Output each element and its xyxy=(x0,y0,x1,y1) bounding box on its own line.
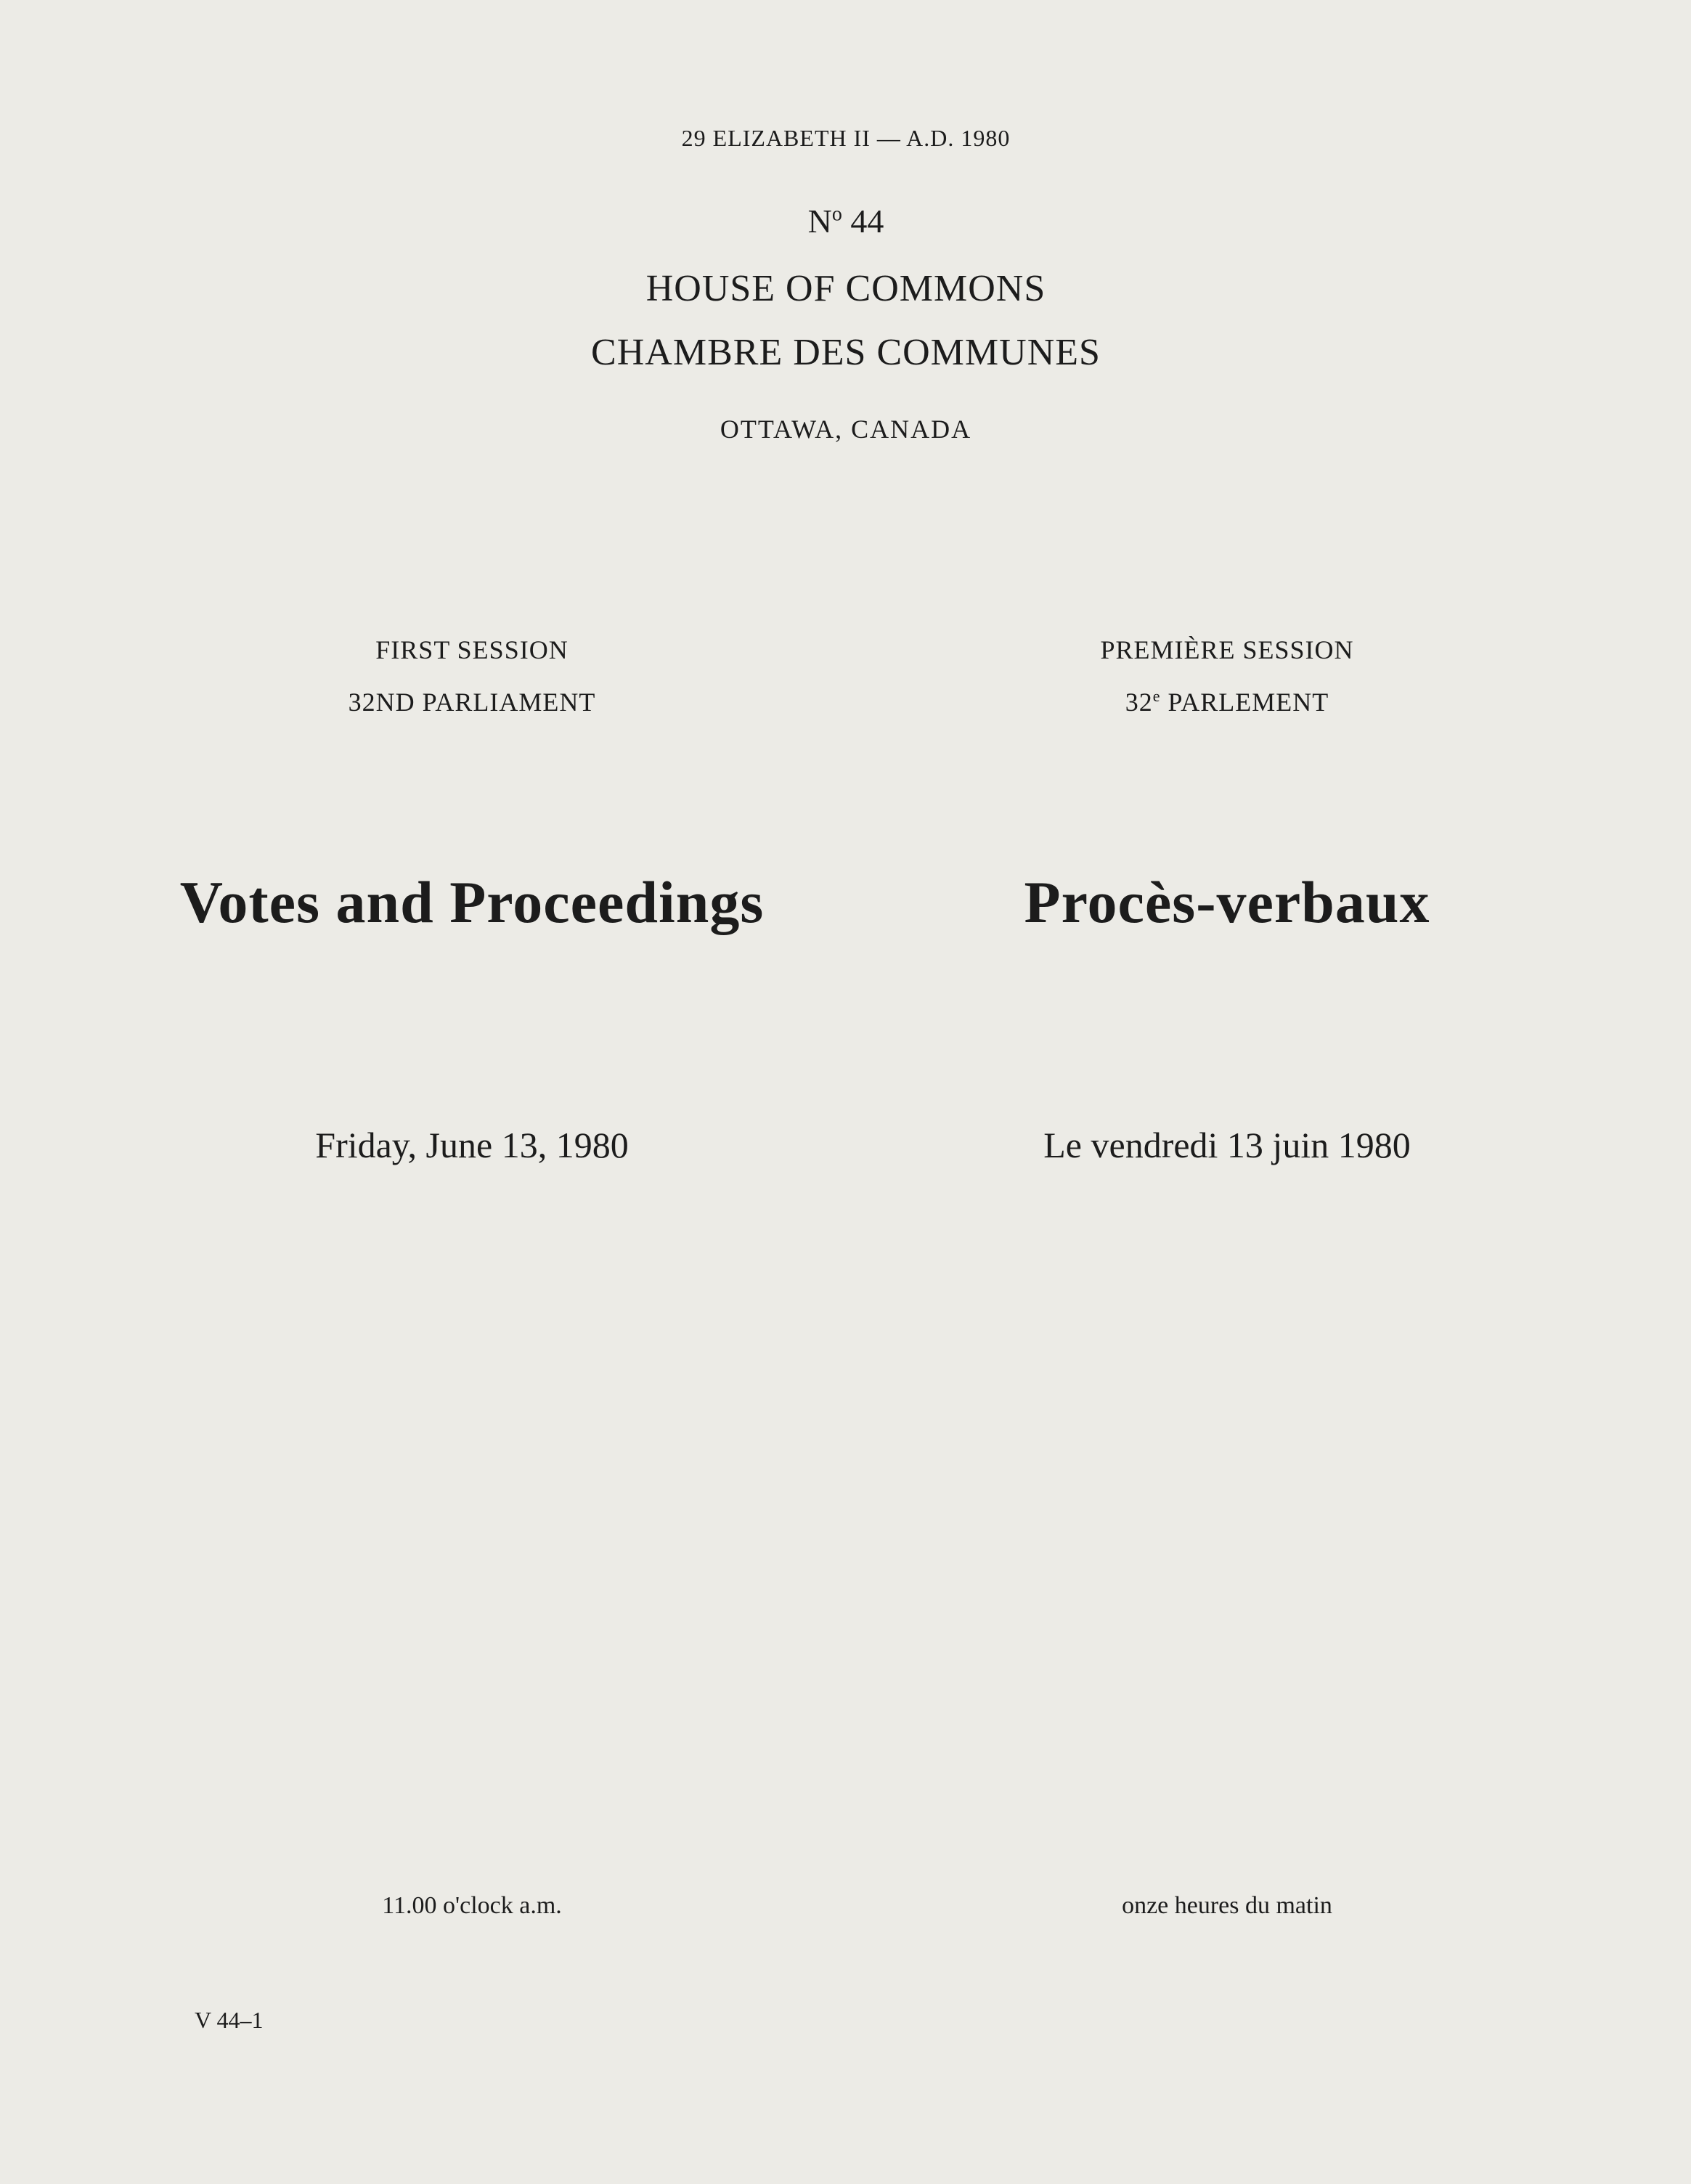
issue-number xyxy=(15,202,1677,240)
show-through-right xyxy=(908,218,1634,2018)
title-english: Votes and Proceedings xyxy=(179,869,765,935)
parliament-french-superscript: e xyxy=(1152,687,1161,705)
issue-number-prefix: N xyxy=(807,203,832,240)
page-code: V 44–1 xyxy=(195,2007,264,2033)
city-line: OTTAWA, CANADA xyxy=(720,415,972,444)
regnal-year: 29 ELIZABETH II — A.D. 1980 xyxy=(681,125,1011,151)
date-french: Le vendredi 13 juin 1980 xyxy=(1043,1125,1411,1165)
issue-number-value: 44 xyxy=(850,203,884,240)
document-page xyxy=(15,0,1677,2184)
issue-number-superscript: o xyxy=(831,203,842,226)
parliament-french-word: PARLEMENT xyxy=(1168,688,1329,717)
house-name-english: HOUSE OF COMMONS xyxy=(645,268,1046,309)
sitting-time-english: 11.00 o'clock a.m. xyxy=(382,1892,562,1919)
parliament-english: 32ND PARLIAMENT xyxy=(348,688,596,717)
parliament-french xyxy=(915,687,1539,717)
house-name-french: CHAMBRE DES COMMUNES xyxy=(591,332,1101,373)
session-french: PREMIÈRE SESSION xyxy=(1100,635,1354,664)
sitting-time-french: onze heures du matin xyxy=(1122,1892,1332,1919)
title-french: Procès-verbaux xyxy=(1024,869,1430,935)
date-english: Friday, June 13, 1980 xyxy=(315,1125,629,1165)
session-english: FIRST SESSION xyxy=(375,635,569,664)
parliament-french-number: 32 xyxy=(1125,688,1153,717)
